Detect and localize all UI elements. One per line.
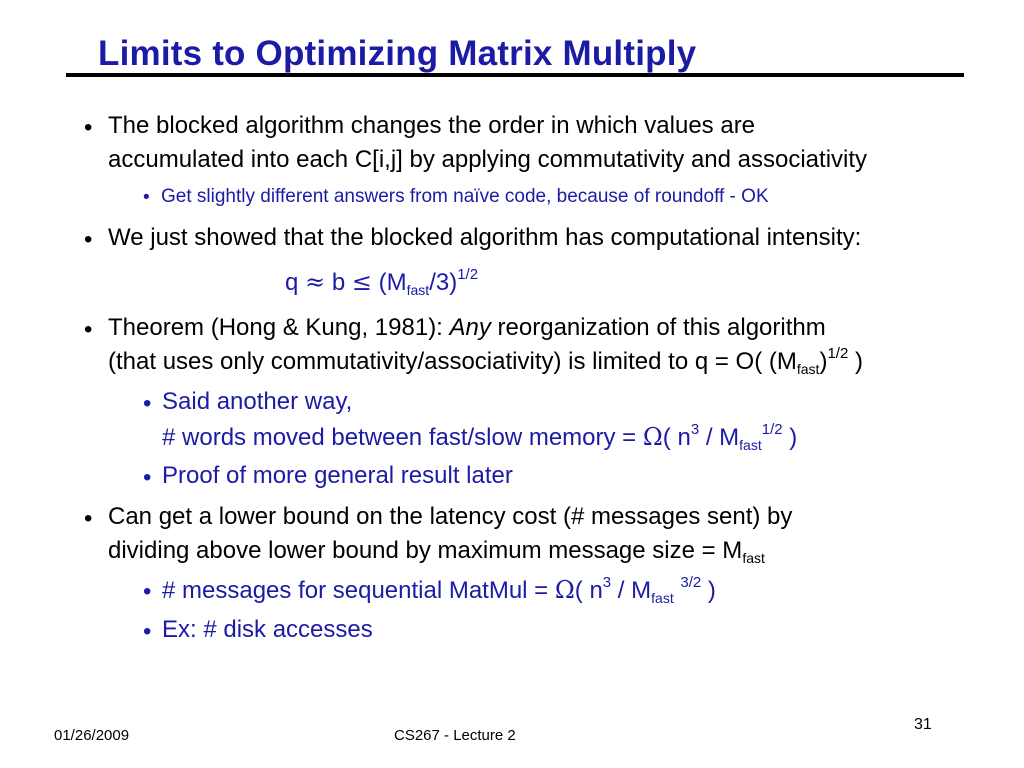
bullet-4-line-2: dividing above lower bound by maximum message size = $M_{fast}$ (108, 537, 765, 566)
bullet-3-line-2: (that uses only commutativity/associativity) is limited to q = O( $(M_{fast})^{1/2}$ ) (108, 345, 863, 377)
bullet-marker: • (143, 464, 152, 491)
bullet-1-sub-1: Get slightly different answers from naïve code, because of roundoff - OK (161, 186, 769, 207)
bullet-1-line-1: The blocked algorithm changes the order in which values are (108, 112, 756, 139)
bullet-marker: • (84, 316, 93, 343)
bullet-marker: • (143, 578, 152, 605)
title-underline (66, 73, 964, 77)
bullet-3-sub-2: Proof of more general result later (162, 462, 513, 489)
bullet-marker: • (143, 187, 150, 208)
bullet-3-line-1: Theorem (Hong & Kung, 1981): Any reorganization of this algorithm (108, 314, 826, 341)
any-emphasis: Any (449, 314, 491, 341)
intensity-formula: $q \approx b \le (M_{fast}/3)^{1/2}$ (285, 266, 479, 298)
page-number: 31 (914, 716, 932, 733)
footer-course: CS267 - Lecture 2 (394, 727, 516, 744)
bullet-2-line-1: We just showed that the blocked algorithm has computational intensity: (108, 224, 862, 251)
bullet-4-sub-1: # messages for sequential MatMul = Ω( $n^3 / M_{fast}$ $^{3/2}$ ) (162, 574, 716, 606)
bullet-4-line-1: Can get a lower bound on the latency cost (# messages sent) by (108, 503, 793, 530)
bullet-marker: • (84, 505, 93, 532)
bullet-1-line-2: accumulated into each C[i,j] by applying commutativity and associativity (108, 146, 868, 173)
bullet-marker: • (84, 226, 93, 253)
footer-date: 01/26/2009 (54, 727, 130, 744)
bullet-3-sub-1-line-1: Said another way, (162, 388, 353, 415)
slide-title: Limits to Optimizing Matrix Multiply (98, 34, 697, 73)
bullet-marker: • (143, 390, 152, 417)
bullet-4-sub-2: Ex: # disk accesses (162, 616, 373, 643)
bullet-marker: • (143, 618, 152, 645)
bullet-marker: • (84, 114, 93, 141)
bullet-3-sub-1-line-2: # words moved between fast/slow memory = Ω( $n^3 / M_{fast}^{1/2}$ ) (162, 421, 798, 453)
